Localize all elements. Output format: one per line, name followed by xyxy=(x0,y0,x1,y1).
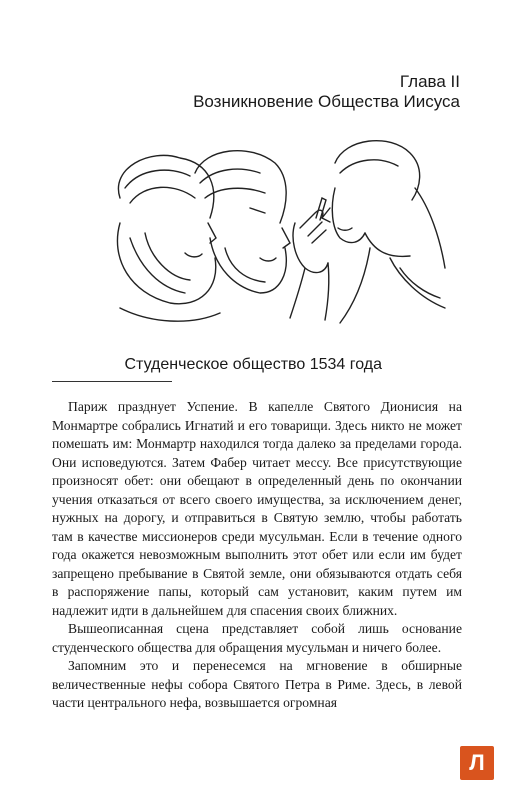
middle-figure-head xyxy=(195,151,290,293)
chapter-number: Глава II xyxy=(399,72,460,91)
paragraph: Париж празднует Успение. В капелле Святого Дионисия на Монмартре собрались Игнатий и его товарищи. Здесь никто не может помешать им: Монмартр находился тогда далеко за пределами города. Они исповедуются. Затем Фабер читает мессу. Все присутствующие произносят обет: они обещают в определенный день по окончании учения отказаться от всего своего имущества, за исключением денег, нужных на дорогу, и отправиться в Святую землю, чтобы работать там в качестве миссионеров среди мусульман. Если в течение одного года окажется невозможным выполнить этот обет или если им будет запрещено пребывание в Святой земле, они обязываются отдать себя в распоряжение папы, который сам установит, каким путем им надлежит идти в дальнейшем для спасения своих ближних. xyxy=(52,399,462,618)
raised-hand xyxy=(290,198,329,320)
engraving-illustration xyxy=(90,128,450,328)
paragraph: Запомним это и перенесемся на мгновение в обширные величественные нефы собора Святого Петра в Риме. Здесь, в левой части центрального нефа, возвышается огромная xyxy=(52,658,462,710)
publisher-logo: Л xyxy=(460,746,494,780)
left-figure-head xyxy=(117,155,220,321)
paragraph: Вышеописанная сцена представляет собой лишь основание студенческого общества для обращения мусульман и ничего более. xyxy=(52,621,462,655)
section-title: Студенческое общество 1534 года xyxy=(124,356,382,373)
right-figure xyxy=(322,141,445,323)
chapter-title: Возникновение Общества Иисуса xyxy=(193,92,460,111)
body-text xyxy=(52,398,462,713)
section-rule xyxy=(52,381,172,382)
